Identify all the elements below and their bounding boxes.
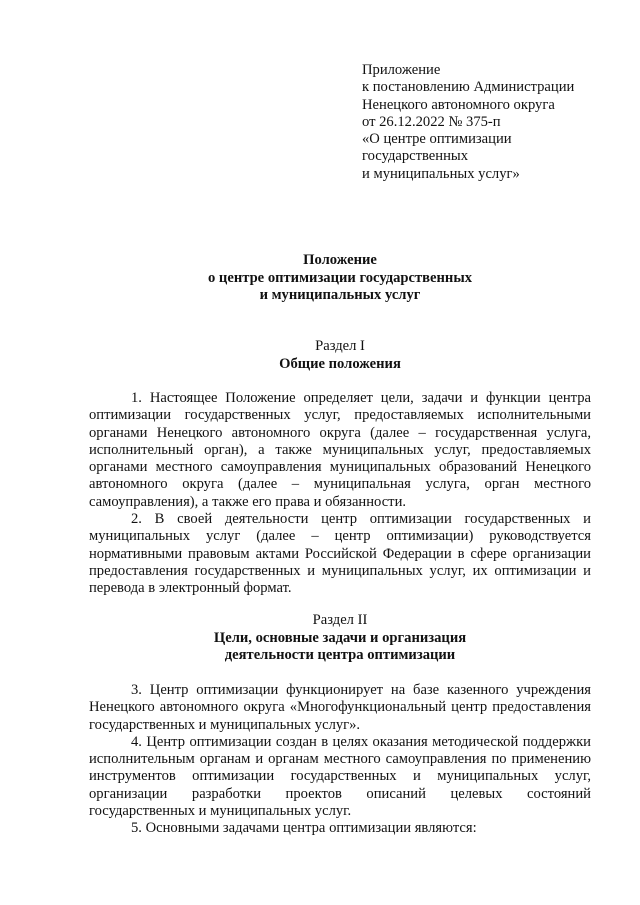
title-line: о центре оптимизации государственных [207,269,473,286]
section-1-body [89,390,591,598]
section-1-heading: Общие положения [279,355,401,372]
appendix-line: от 26.12.2022 № 375-п [362,113,501,130]
appendix-line: государственных [362,148,469,165]
paragraph: 3. Центр оптимизации функционирует на базе казенного учреждения Ненецкого автономного округа «Многофункциональный центр предоставления государственных и муниципальных услуг». [89,682,591,733]
appendix-line: и муниципальных услуг» [362,165,520,182]
section-2-label: Раздел II [312,612,368,628]
paragraph: 1. Настоящее Положение определяет цели, задачи и функции центра оптимизации государственных услуг, предоставляемых исполнительными органами Ненецкого автономного округа (далее – государственная услуга, исполнительный орган), а также муниципальных услуг, предоставляемых органами местного самоуправления муниципальных образований Ненецкого автономного округа (далее – муниципальная услуга, орган местного самоуправления), а также его права и обязанности. [89,390,591,510]
appendix-line: к постановлению Администрации [362,79,575,96]
section-1-label: Раздел I [315,338,365,354]
title-line: и муниципальных услуг [259,287,421,304]
document-title [89,252,591,305]
section-2-heading-line: Цели, основные задачи и организация [213,629,467,646]
paragraph: 4. Центр оптимизации создан в целях оказания методической поддержки исполнительным органам и органам местного самоуправления по применению инструментов оптимизации государственных и муниципальных услуг, организации разработки проектов описаний целевых состояний государственных и муниципальных услуг. [89,733,591,820]
appendix-line: Приложение [362,62,441,78]
section-2-heading-line: деятельности центра оптимизации [224,647,456,664]
paragraph: 2. В своей деятельности центр оптимизации государственных и муниципальных услуг (далее – центр оптимизации) руководствуется нормативными правовым актами Российской Федерации в сфере организации предоставления государственных и муниципальных услуг, их оптимизации и перевода в электронный формат. [89,511,591,597]
appendix-line: «О центре оптимизации [362,131,512,148]
section-2-header [89,612,591,665]
paragraph: 5. Основными задачами центра оптимизации являются: [131,820,477,837]
section-2-body [89,682,591,838]
title-line: Положение [303,252,377,268]
section-1-header [89,338,591,373]
appendix-line: Ненецкого автономного округа [362,96,555,113]
appendix-block [362,62,622,183]
